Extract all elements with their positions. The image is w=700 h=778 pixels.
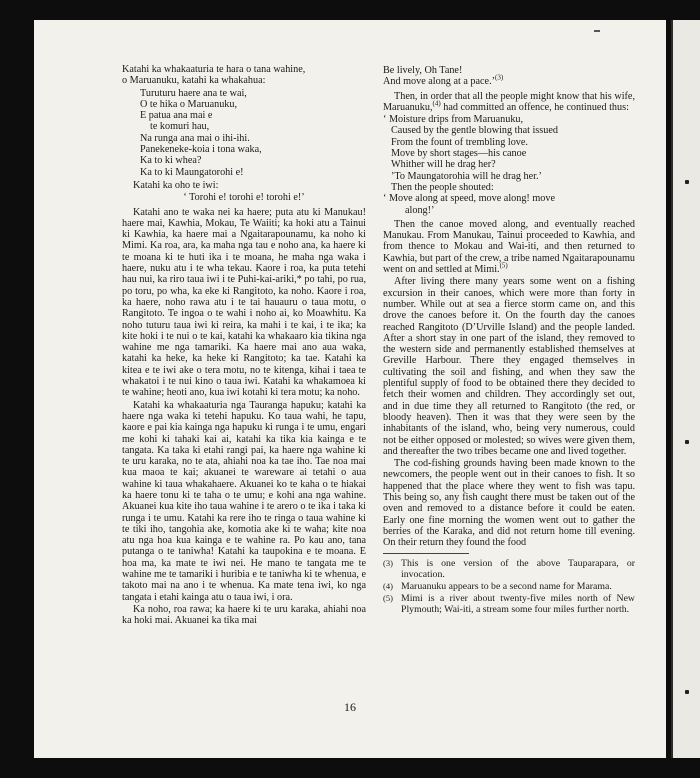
- binding-mark: [685, 690, 689, 694]
- call-line: ‘ Torohi e! torohi e! torohi e!’: [183, 192, 305, 204]
- opening-lines: [383, 65, 635, 88]
- chant-line: Move by short stages—his canoe: [391, 148, 527, 160]
- paragraph: Then the canoe moved along, and eventually reached Manukau. From Manukau, Tainui proceeded to Kawhia, and from thence to Mokau and Wai-iti, and then returned to Kawhia, but part of the crew, a tribe named Ngaitarapounamu went on and settled at Mimi.$^{(5)}$: [383, 218, 635, 276]
- page-number: 16: [344, 700, 356, 714]
- paragraph: Then, in order that all the people might know that his wife, Maruanuku,$^{(4)}$ had committed an offence, he continued thus:: [383, 90, 635, 113]
- footnote: (4) Maruanuku appears to be a second name for Marama.: [383, 581, 612, 593]
- call-intro: Katahi ka oho te iwi:: [133, 179, 219, 191]
- quote-line: Be lively, Oh Tane!: [383, 65, 463, 76]
- chant-line: Whither will he drag her?: [391, 159, 496, 171]
- chant-line: Then the people shouted:: [391, 181, 494, 193]
- chant-line: Turuturu haere ana te wai,: [140, 87, 247, 99]
- english-chant: [383, 114, 635, 216]
- adjacent-page-edge: [671, 20, 700, 758]
- footnote: (3) This is one version of the above Tauparapara, or invocation.: [383, 558, 635, 581]
- footnote: (5) Mimi is a river about twenty-five miles north of New Plymouth; Wai-iti, a stream some four miles further north.: [383, 593, 635, 616]
- scan-speck: [594, 30, 600, 32]
- chant-line: te komuri hau,: [150, 121, 210, 133]
- chant-line: Ka to ki whea?: [140, 155, 202, 167]
- chant-line: Ka to ki Maungatorohi e!: [140, 166, 244, 178]
- chant-line: Na runga ana mai o ihi-ihi.: [140, 132, 250, 144]
- shout-line: along!’: [405, 204, 435, 216]
- right-column-english-text: [383, 64, 635, 616]
- binding-mark: [685, 180, 689, 184]
- paragraph: The cod-fishing grounds having been made known to the newcomers, the people went out in their canoes to fish. It so happened that the place where they went to fish was tapu. This being so, any fish caught there must be taken out of the oven and removed to a distance before it could be eaten. Early one fine morning the women went out to gather the berries of the Karaka, and did not return home till evening. On their return they found the food: [383, 458, 635, 549]
- footnote-ref: (3): [495, 73, 504, 82]
- book-page: [34, 20, 666, 758]
- maori-chant: [140, 88, 366, 178]
- paragraph: Ka noho, roa rawa; ka haere ki te uru karaka, ahiahi noa ka hoki mai. Akuanei ka tika mai: [122, 603, 366, 627]
- paragraph: Katahi ka whakaaturia nga Tauranga hapuku; katahi ka haere nga waka ki tetehi hapuku. Ko taua wahi, he tapu, kaore e pai kia kainga nga hapuku ki runga i te umu, engari me kohi ki tahaki kai ai, katahi ka tika kia kainga e te tangata. Ka taka ki etahi rangi pai, ka haere nga wahine ki te uru karaka, no te ata, ahiahi noa ka tae iho. Tae noa mai kua maoa te kai; akuanei te wareware ai tetahi o aua wahine ki taua whakahaere. Akuanei ko te kaha o te hiakai ka haere tonu ki te taha o te umu; e kohi ana nga wahine. Akuanei kua kite iho taua wahine i te arero o te ika i taka ki runga i te umu. Katahi ka rere iho te ringa o taua wahine ki te tiki iho, tangohia ake, komotia ake ki te waha; kite noa atu nga hoa kua kainga e te wahine ra. Po kau ano, tana putanga o te taniwha! Katahi ka taupokina e te moana. E hoa ma, ka mate te iwi nei. He mano te tangata me te wahine me te tamariki i huribia e te taniwha ki te whenua, e takoto mai na ano i te whenua. Ka mate tena iwi, ko nga tangata i etahi kainga atu o taua iwi, i ora.: [122, 399, 366, 603]
- paragraph: Katahi ano te waka nei ka haere; puta atu ki Manukau! haere mai, Kawhia, Mokau, Te Waiiti; ka hoki atu a Tainui ki Kawhia, ka haere mai a Ngaitarapounamu, ka noho ki Mimi. Ka roa, ara, ka maha nga tau e noho ana, ka haere ki te moana ki te huti ika i te moana, he maha nga waka i haere, nuku atu i te wha tekau. Kaore i roa, ka puta tetehi hau nui, ka riro taua iwi i te Puhi-kai-ariki,* po tahi, po rua, po toru, po wha, ka eke ki Rangitoto, ka noho. Kaore i roa, ka haere, noho rawa atu i te tai hauauru o taua motu, o Rangitoto. Te ingoa o te wahi i noho ai, ko Moawhitu. Ka noho tuturu taua iwi ki reira, ka mahi i te kai, i te ika; ka kite hoki i te nui o te kai, katahi ka whakaaro kia tikina nga wahine me nga tamariki. Ka haere mai ano aua waka, katahi ka heke, ka heke ki Rangitoto; ka tae. Katahi ka kitea e te iwi ake o tera motu, no te kitenga, kihai i taea te whakatoi i te nui kino o taua iwi. Katahi ka whakamoea ki te wahine; heoti ano, kua iwi kotahi ki tera motu; ka noho.: [122, 206, 366, 399]
- chant-line: Caused by the gentle blowing that issued: [391, 125, 558, 137]
- chant-line: ‘ Moisture drips from Maruanuku,: [383, 114, 524, 126]
- quote-line: And move along at a pace.’$^{(3)}$: [383, 73, 504, 88]
- footnote-ref: (5): [499, 261, 508, 270]
- footnote-divider: [383, 553, 469, 554]
- intro-line: Katahi ka whakaaturia te hara o tana wahine, o Maruanuku, katahi ka whakahua:: [122, 64, 306, 87]
- chant-line: ’To Maungatorohia will he drag her.’: [391, 170, 542, 182]
- footnote-ref: (4): [432, 99, 441, 108]
- paragraph: After living there many years some went on a fishing excursion in their canoes, which were more than forty in number. While out at sea a fierce storm came on, and this drove the canoes before it. On the fourth day the canoes reached Rangitoto (D’Urville Island) and the people landed. After a short stay in one part of the island, they removed to the western side and permanently established themselves at Greville Harbour. There they engaged themselves in cultivating the soil and fishing, and when they saw the plentiful supply of food to be obtained there they decided to fetch their women and children. They accordingly set out, and in due time they all returned to Rangitoto (the red, or bloody heaven). Then it was that they were seen by the inhabitants of the island, who, being very numerous, could not be either opposed or molested; so wives were given them, and thereafter the two tribes became one and lived together.: [383, 276, 635, 457]
- chant-line: O te hika o Maruanuku,: [140, 98, 238, 110]
- left-column-maori-text: [122, 64, 366, 628]
- chant-line: E patua ana mai e: [140, 110, 213, 122]
- chant-line: From the fount of trembling love.: [391, 136, 528, 148]
- binding-mark: [685, 440, 689, 444]
- chant-line: Panekeneke-koia i tona waka,: [140, 144, 262, 156]
- shout-line: ‘ Move along at speed, move along! move: [383, 193, 556, 205]
